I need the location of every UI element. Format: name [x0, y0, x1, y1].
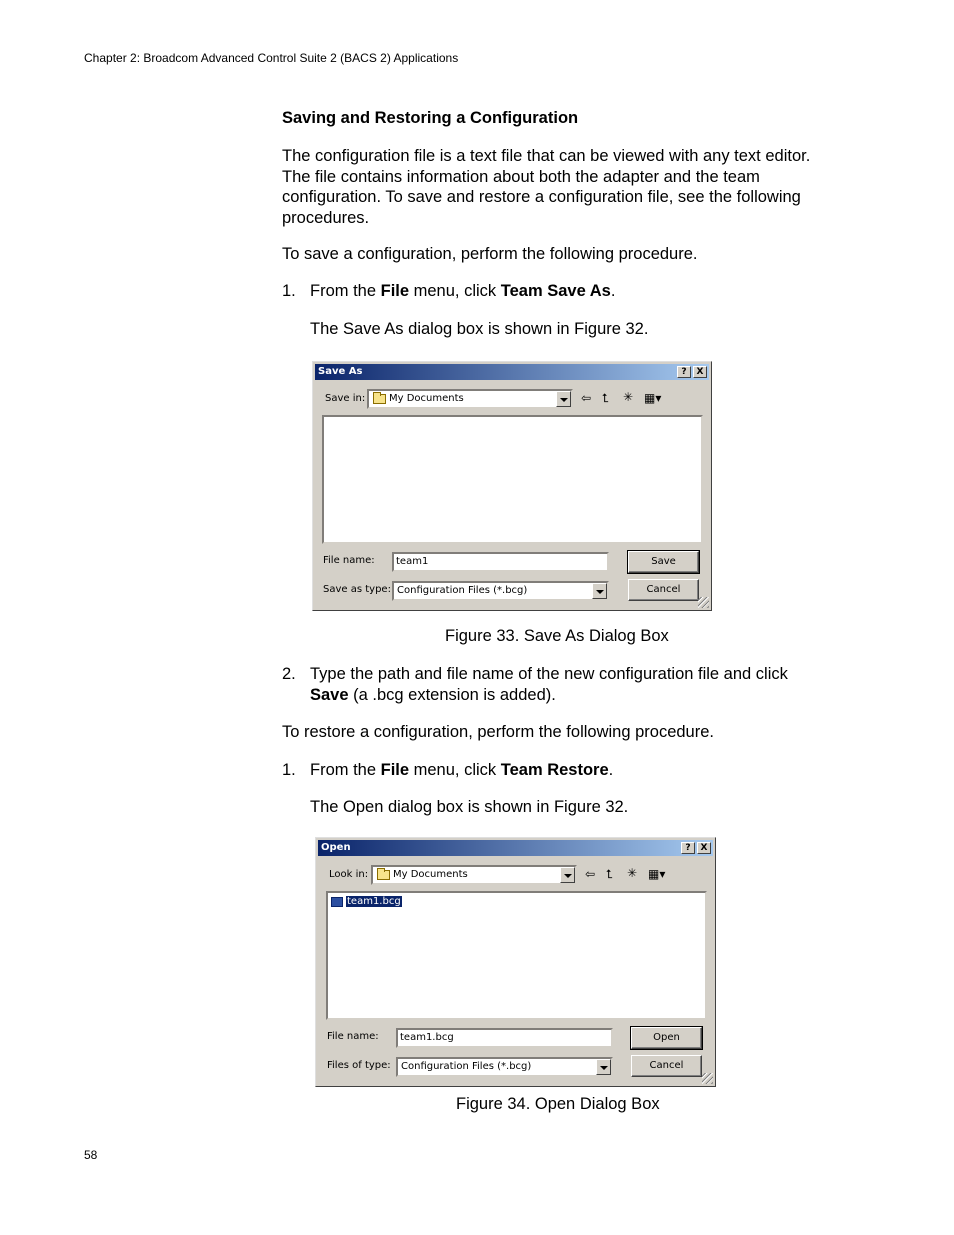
file-name-label: File name:: [323, 555, 375, 566]
help-button[interactable]: ?: [677, 366, 691, 378]
dialog-title: Save As: [318, 366, 363, 377]
view-menu-icon[interactable]: ▦▾: [648, 867, 666, 881]
step-number: 1.: [282, 761, 296, 779]
chevron-down-icon[interactable]: [596, 1059, 611, 1075]
close-button[interactable]: X: [693, 366, 707, 378]
chevron-down-icon[interactable]: [556, 391, 571, 407]
help-button[interactable]: ?: [681, 842, 695, 854]
save-button[interactable]: Save: [628, 551, 699, 573]
resize-grip-icon[interactable]: [698, 597, 709, 608]
files-of-type-label: Files of type:: [327, 1060, 391, 1071]
new-folder-icon[interactable]: ✳: [623, 390, 634, 404]
save-in-label: Save in:: [325, 393, 366, 404]
step-text: From the File menu, click Team Save As.: [310, 282, 616, 300]
save-in-value: My Documents: [389, 393, 464, 404]
intro-line: configuration. To save and restore a configuration file, see the following: [282, 188, 801, 206]
save-intro: To save a configuration, perform the following procedure.: [282, 245, 698, 263]
close-button[interactable]: X: [697, 842, 711, 854]
files-of-type-value: Configuration Files (*.bcg): [401, 1061, 532, 1072]
figure-33-caption: Figure 33. Save As Dialog Box: [445, 627, 669, 645]
page-number: 58: [84, 1148, 98, 1162]
step-text: From the File menu, click Team Restore.: [310, 761, 614, 779]
open-dialog: [315, 837, 716, 1087]
folder-icon: [377, 870, 390, 880]
file-name-input[interactable]: team1.bcg: [396, 1028, 613, 1048]
file-list[interactable]: [322, 415, 703, 544]
folder-icon: [373, 394, 386, 404]
file-name-input[interactable]: team1: [392, 552, 609, 572]
step-number: 1.: [282, 282, 296, 300]
new-folder-icon[interactable]: ✳: [627, 866, 638, 880]
intro-paragraph: [282, 146, 810, 228]
up-folder-icon[interactable]: ⮤: [606, 867, 614, 881]
back-arrow-icon[interactable]: ⇦: [581, 391, 592, 405]
look-in-value: My Documents: [393, 869, 468, 880]
view-menu-icon[interactable]: ▦▾: [644, 391, 662, 405]
save-as-type-value: Configuration Files (*.bcg): [397, 585, 528, 596]
cancel-button[interactable]: Cancel: [628, 579, 699, 601]
section-heading: Saving and Restoring a Configuration: [282, 109, 579, 127]
step-text: Type the path and file name of the new configuration file and click Save (a .bcg extension is added).: [310, 665, 788, 704]
figure-34-caption: Figure 34. Open Dialog Box: [456, 1095, 660, 1113]
title-bar: [318, 840, 713, 856]
dialog-title: Open: [321, 842, 351, 853]
back-arrow-icon[interactable]: ⇦: [585, 867, 596, 881]
running-head: Chapter 2: Broadcom Advanced Control Suite 2 (BACS 2) Applications: [84, 51, 459, 65]
restore-step-1-note: The Open dialog box is shown in Figure 32.: [310, 798, 629, 816]
files-of-type-combo[interactable]: [396, 1057, 613, 1077]
title-bar: [315, 364, 709, 380]
resize-grip-icon[interactable]: [702, 1073, 713, 1084]
look-in-combo[interactable]: [371, 865, 577, 885]
save-as-type-label: Save as type:: [323, 584, 391, 595]
save-as-type-combo[interactable]: [392, 581, 609, 601]
chevron-down-icon[interactable]: [560, 867, 575, 883]
file-name-label: File name:: [327, 1031, 379, 1042]
file-list[interactable]: [326, 891, 707, 1020]
intro-line: The configuration file is a text file that can be viewed with any text editor.: [282, 147, 811, 165]
cancel-button[interactable]: Cancel: [631, 1055, 702, 1077]
open-button[interactable]: Open: [631, 1027, 702, 1049]
up-folder-icon[interactable]: ⮤: [602, 391, 610, 405]
intro-line: procedures.: [282, 208, 370, 227]
file-item-name: team1.bcg: [347, 896, 401, 907]
chevron-down-icon[interactable]: [592, 583, 607, 599]
save-step-1-note: The Save As dialog box is shown in Figure 32.: [310, 320, 649, 338]
step-number: 2.: [282, 665, 296, 683]
bcg-file-icon: [331, 897, 343, 907]
intro-line: The file contains information about both the adapter and the team: [282, 167, 760, 186]
restore-intro: To restore a configuration, perform the following procedure.: [282, 723, 714, 741]
look-in-label: Look in:: [329, 869, 369, 880]
save-as-dialog: [312, 361, 712, 611]
save-in-combo[interactable]: [367, 389, 573, 409]
